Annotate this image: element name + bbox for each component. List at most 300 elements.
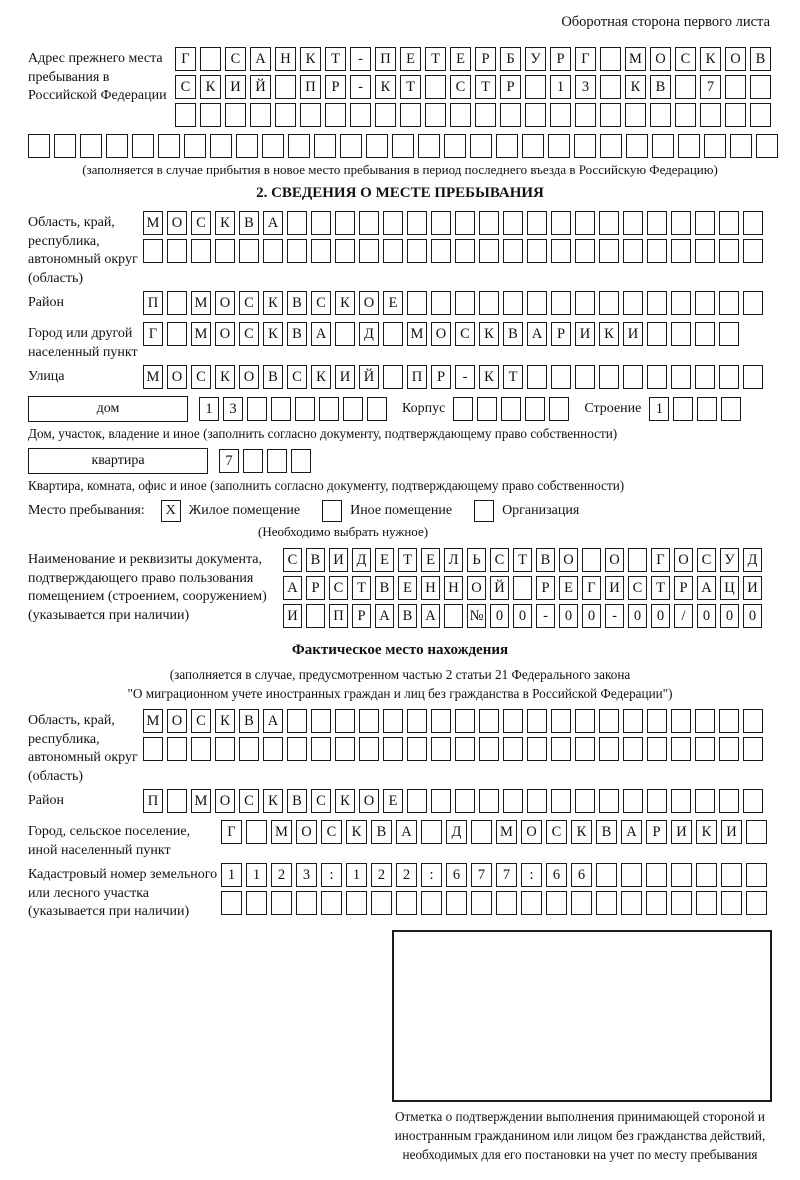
char-cell[interactable]: Н	[275, 47, 296, 71]
char-cell[interactable]	[678, 134, 700, 158]
char-cell[interactable]	[600, 47, 621, 71]
char-cell[interactable]: И	[743, 576, 762, 600]
char-cell[interactable]: О	[431, 322, 451, 346]
char-cell[interactable]	[575, 291, 595, 315]
char-cell[interactable]: В	[263, 365, 283, 389]
char-cell[interactable]	[407, 239, 427, 263]
char-cell[interactable]: Е	[421, 548, 440, 572]
char-cell[interactable]: К	[311, 365, 331, 389]
char-cell[interactable]	[418, 134, 440, 158]
char-cell[interactable]: О	[167, 211, 187, 235]
char-cell[interactable]: С	[239, 291, 259, 315]
char-cell[interactable]	[695, 239, 715, 263]
char-cell[interactable]	[243, 449, 263, 473]
char-cell[interactable]	[267, 449, 287, 473]
char-cell[interactable]: №	[467, 604, 486, 628]
char-cell[interactable]: О	[521, 820, 542, 844]
char-cell[interactable]: С	[490, 548, 509, 572]
char-cell[interactable]	[743, 365, 763, 389]
char-cell[interactable]	[346, 891, 367, 915]
char-cell[interactable]	[671, 291, 691, 315]
char-cell[interactable]	[455, 737, 475, 761]
char-cell[interactable]: К	[479, 322, 499, 346]
char-cell[interactable]	[475, 103, 496, 127]
char-cell[interactable]: О	[215, 291, 235, 315]
char-cell[interactable]	[730, 134, 752, 158]
char-cell[interactable]: И	[671, 820, 692, 844]
char-cell[interactable]: Т	[651, 576, 670, 600]
char-cell[interactable]	[262, 134, 284, 158]
char-cell[interactable]	[623, 211, 643, 235]
char-cell[interactable]	[431, 211, 451, 235]
char-cell[interactable]	[575, 239, 595, 263]
char-cell[interactable]: Р	[475, 47, 496, 71]
char-cell[interactable]	[549, 397, 569, 421]
char-cell[interactable]: :	[321, 863, 342, 887]
char-cell[interactable]	[697, 397, 717, 421]
char-cell[interactable]	[335, 737, 355, 761]
char-cell[interactable]: К	[599, 322, 619, 346]
char-cell[interactable]	[321, 891, 342, 915]
char-cell[interactable]: К	[215, 365, 235, 389]
char-cell[interactable]: И	[623, 322, 643, 346]
char-cell[interactable]: 3	[296, 863, 317, 887]
char-cell[interactable]: Д	[352, 548, 371, 572]
char-cell[interactable]	[696, 863, 717, 887]
char-cell[interactable]	[647, 789, 667, 813]
char-cell[interactable]	[671, 322, 691, 346]
char-cell[interactable]: Й	[490, 576, 509, 600]
char-cell[interactable]	[431, 239, 451, 263]
char-cell[interactable]	[287, 239, 307, 263]
char-cell[interactable]: В	[287, 322, 307, 346]
char-cell[interactable]: Л	[444, 548, 463, 572]
char-cell[interactable]: 0	[720, 604, 739, 628]
char-cell[interactable]	[359, 211, 379, 235]
char-cell[interactable]: 2	[371, 863, 392, 887]
char-cell[interactable]	[343, 397, 363, 421]
char-cell[interactable]: А	[283, 576, 302, 600]
char-cell[interactable]: 7	[219, 449, 239, 473]
char-cell[interactable]: С	[311, 789, 331, 813]
char-cell[interactable]: В	[503, 322, 523, 346]
char-cell[interactable]	[359, 737, 379, 761]
char-cell[interactable]	[215, 239, 235, 263]
char-cell[interactable]: В	[398, 604, 417, 628]
char-cell[interactable]	[746, 863, 767, 887]
char-cell[interactable]: Т	[425, 47, 446, 71]
char-cell[interactable]	[575, 103, 596, 127]
char-cell[interactable]	[396, 891, 417, 915]
char-cell[interactable]	[551, 709, 571, 733]
char-cell[interactable]: 2	[271, 863, 292, 887]
char-cell[interactable]	[383, 322, 403, 346]
char-cell[interactable]	[527, 737, 547, 761]
char-cell[interactable]	[503, 211, 523, 235]
char-cell[interactable]: И	[721, 820, 742, 844]
char-cell[interactable]: Т	[352, 576, 371, 600]
char-cell[interactable]	[600, 134, 622, 158]
char-cell[interactable]: О	[467, 576, 486, 600]
char-cell[interactable]: Г	[143, 322, 163, 346]
char-cell[interactable]	[501, 397, 521, 421]
char-cell[interactable]: Т	[400, 75, 421, 99]
char-cell[interactable]	[407, 709, 427, 733]
char-cell[interactable]: 0	[697, 604, 716, 628]
checkbox-other-premises[interactable]	[322, 500, 342, 522]
char-cell[interactable]	[407, 737, 427, 761]
char-cell[interactable]: С	[239, 322, 259, 346]
char-cell[interactable]	[525, 75, 546, 99]
char-cell[interactable]: О	[359, 789, 379, 813]
char-cell[interactable]: /	[674, 604, 693, 628]
char-cell[interactable]	[750, 103, 771, 127]
char-cell[interactable]: В	[239, 211, 259, 235]
char-cell[interactable]: У	[525, 47, 546, 71]
char-cell[interactable]	[450, 103, 471, 127]
char-cell[interactable]: Р	[674, 576, 693, 600]
char-cell[interactable]	[695, 789, 715, 813]
char-cell[interactable]	[596, 891, 617, 915]
char-cell[interactable]: П	[329, 604, 348, 628]
char-cell[interactable]	[431, 709, 451, 733]
char-cell[interactable]	[263, 737, 283, 761]
char-cell[interactable]	[383, 709, 403, 733]
char-cell[interactable]	[311, 211, 331, 235]
char-cell[interactable]	[496, 134, 518, 158]
char-cell[interactable]: О	[650, 47, 671, 71]
char-cell[interactable]: А	[263, 211, 283, 235]
char-cell[interactable]	[599, 789, 619, 813]
char-cell[interactable]: П	[300, 75, 321, 99]
char-cell[interactable]: Ь	[467, 548, 486, 572]
char-cell[interactable]	[210, 134, 232, 158]
char-cell[interactable]: К	[335, 291, 355, 315]
char-cell[interactable]: К	[263, 322, 283, 346]
char-cell[interactable]: О	[167, 709, 187, 733]
char-cell[interactable]	[479, 737, 499, 761]
char-cell[interactable]: 0	[651, 604, 670, 628]
char-cell[interactable]	[383, 737, 403, 761]
char-cell[interactable]	[647, 291, 667, 315]
char-cell[interactable]	[527, 365, 547, 389]
char-cell[interactable]	[695, 737, 715, 761]
char-cell[interactable]: А	[250, 47, 271, 71]
char-cell[interactable]	[184, 134, 206, 158]
char-cell[interactable]: К	[200, 75, 221, 99]
char-cell[interactable]	[325, 103, 346, 127]
char-cell[interactable]	[599, 291, 619, 315]
char-cell[interactable]	[335, 239, 355, 263]
char-cell[interactable]: 1	[246, 863, 267, 887]
char-cell[interactable]	[479, 239, 499, 263]
char-cell[interactable]	[221, 891, 242, 915]
char-cell[interactable]: В	[371, 820, 392, 844]
char-cell[interactable]: К	[300, 47, 321, 71]
char-cell[interactable]: О	[359, 291, 379, 315]
char-cell[interactable]	[719, 789, 739, 813]
char-cell[interactable]: Р	[431, 365, 451, 389]
char-cell[interactable]	[599, 239, 619, 263]
char-cell[interactable]: П	[143, 789, 163, 813]
char-cell[interactable]	[600, 75, 621, 99]
char-cell[interactable]: М	[191, 322, 211, 346]
char-cell[interactable]: А	[697, 576, 716, 600]
char-cell[interactable]	[719, 291, 739, 315]
char-cell[interactable]	[575, 709, 595, 733]
char-cell[interactable]	[471, 820, 492, 844]
char-cell[interactable]	[287, 709, 307, 733]
char-cell[interactable]	[295, 397, 315, 421]
char-cell[interactable]	[626, 134, 648, 158]
char-cell[interactable]: А	[621, 820, 642, 844]
char-cell[interactable]	[167, 737, 187, 761]
char-cell[interactable]	[236, 134, 258, 158]
char-cell[interactable]	[599, 211, 619, 235]
char-cell[interactable]	[721, 863, 742, 887]
char-cell[interactable]	[359, 239, 379, 263]
char-cell[interactable]	[725, 75, 746, 99]
char-cell[interactable]	[479, 291, 499, 315]
char-cell[interactable]	[671, 737, 691, 761]
char-cell[interactable]	[375, 103, 396, 127]
char-cell[interactable]: П	[375, 47, 396, 71]
char-cell[interactable]	[167, 322, 187, 346]
char-cell[interactable]	[288, 134, 310, 158]
char-cell[interactable]	[721, 397, 741, 421]
char-cell[interactable]	[551, 239, 571, 263]
char-cell[interactable]	[215, 737, 235, 761]
char-cell[interactable]	[574, 134, 596, 158]
char-cell[interactable]	[158, 134, 180, 158]
char-cell[interactable]	[625, 103, 646, 127]
char-cell[interactable]: О	[605, 548, 624, 572]
checkbox-organization[interactable]	[474, 500, 494, 522]
char-cell[interactable]	[647, 322, 667, 346]
char-cell[interactable]	[743, 789, 763, 813]
char-cell[interactable]	[132, 134, 154, 158]
char-cell[interactable]	[311, 737, 331, 761]
char-cell[interactable]	[470, 134, 492, 158]
char-cell[interactable]	[582, 548, 601, 572]
char-cell[interactable]: А	[375, 604, 394, 628]
char-cell[interactable]	[54, 134, 76, 158]
char-cell[interactable]	[455, 291, 475, 315]
char-cell[interactable]: 6	[571, 863, 592, 887]
char-cell[interactable]: 0	[513, 604, 532, 628]
char-cell[interactable]: Р	[646, 820, 667, 844]
char-cell[interactable]: Р	[500, 75, 521, 99]
char-cell[interactable]	[647, 737, 667, 761]
char-cell[interactable]: М	[407, 322, 427, 346]
char-cell[interactable]: 1	[649, 397, 669, 421]
char-cell[interactable]	[431, 789, 451, 813]
char-cell[interactable]: Г	[582, 576, 601, 600]
char-cell[interactable]	[175, 103, 196, 127]
char-cell[interactable]	[471, 891, 492, 915]
char-cell[interactable]: О	[215, 322, 235, 346]
char-cell[interactable]	[477, 397, 497, 421]
char-cell[interactable]	[719, 737, 739, 761]
char-cell[interactable]	[392, 134, 414, 158]
char-cell[interactable]	[596, 863, 617, 887]
char-cell[interactable]: С	[225, 47, 246, 71]
char-cell[interactable]: 7	[496, 863, 517, 887]
char-cell[interactable]: -	[536, 604, 555, 628]
char-cell[interactable]	[746, 891, 767, 915]
char-cell[interactable]	[548, 134, 570, 158]
char-cell[interactable]: Д	[359, 322, 379, 346]
char-cell[interactable]	[623, 737, 643, 761]
char-cell[interactable]: Р	[550, 47, 571, 71]
char-cell[interactable]	[80, 134, 102, 158]
char-cell[interactable]: В	[239, 709, 259, 733]
char-cell[interactable]: К	[335, 789, 355, 813]
char-cell[interactable]	[671, 239, 691, 263]
char-cell[interactable]	[623, 239, 643, 263]
char-cell[interactable]	[721, 891, 742, 915]
char-cell[interactable]: 3	[223, 397, 243, 421]
char-cell[interactable]: Р	[306, 576, 325, 600]
char-cell[interactable]: Н	[421, 576, 440, 600]
char-cell[interactable]	[575, 789, 595, 813]
char-cell[interactable]: О	[725, 47, 746, 71]
char-cell[interactable]	[503, 709, 523, 733]
char-cell[interactable]: С	[283, 548, 302, 572]
char-cell[interactable]: :	[521, 863, 542, 887]
char-cell[interactable]: Т	[513, 548, 532, 572]
char-cell[interactable]	[503, 737, 523, 761]
char-cell[interactable]	[275, 103, 296, 127]
char-cell[interactable]: А	[263, 709, 283, 733]
char-cell[interactable]	[246, 820, 267, 844]
char-cell[interactable]	[646, 891, 667, 915]
char-cell[interactable]	[647, 709, 667, 733]
char-cell[interactable]: С	[311, 291, 331, 315]
char-cell[interactable]	[500, 103, 521, 127]
char-cell[interactable]	[167, 239, 187, 263]
char-cell[interactable]	[446, 891, 467, 915]
char-cell[interactable]: С	[546, 820, 567, 844]
char-cell[interactable]: М	[191, 291, 211, 315]
char-cell[interactable]	[756, 134, 778, 158]
char-cell[interactable]: 6	[446, 863, 467, 887]
char-cell[interactable]	[743, 737, 763, 761]
char-cell[interactable]: Д	[446, 820, 467, 844]
char-cell[interactable]	[431, 737, 451, 761]
char-cell[interactable]: 2	[396, 863, 417, 887]
char-cell[interactable]: К	[700, 47, 721, 71]
char-cell[interactable]	[621, 863, 642, 887]
char-cell[interactable]: Т	[503, 365, 523, 389]
char-cell[interactable]	[271, 891, 292, 915]
char-cell[interactable]: Е	[398, 576, 417, 600]
char-cell[interactable]	[551, 737, 571, 761]
char-cell[interactable]	[671, 211, 691, 235]
char-cell[interactable]	[306, 604, 325, 628]
char-cell[interactable]: 0	[743, 604, 762, 628]
char-cell[interactable]	[513, 576, 532, 600]
char-cell[interactable]: С	[450, 75, 471, 99]
char-cell[interactable]	[191, 239, 211, 263]
char-cell[interactable]: -	[605, 604, 624, 628]
char-cell[interactable]	[575, 211, 595, 235]
char-cell[interactable]: Г	[175, 47, 196, 71]
char-cell[interactable]	[623, 789, 643, 813]
char-cell[interactable]: Е	[383, 291, 403, 315]
char-cell[interactable]	[527, 239, 547, 263]
char-cell[interactable]	[696, 891, 717, 915]
char-cell[interactable]	[455, 239, 475, 263]
char-cell[interactable]	[359, 709, 379, 733]
char-cell[interactable]	[503, 291, 523, 315]
char-cell[interactable]: Р	[536, 576, 555, 600]
char-cell[interactable]: 6	[546, 863, 567, 887]
char-cell[interactable]: Б	[500, 47, 521, 71]
char-cell[interactable]	[695, 709, 715, 733]
char-cell[interactable]	[546, 891, 567, 915]
char-cell[interactable]: Ц	[720, 576, 739, 600]
char-cell[interactable]: Н	[444, 576, 463, 600]
char-cell[interactable]: Г	[575, 47, 596, 71]
char-cell[interactable]: М	[191, 789, 211, 813]
char-cell[interactable]	[444, 134, 466, 158]
char-cell[interactable]	[521, 891, 542, 915]
char-cell[interactable]	[455, 211, 475, 235]
char-cell[interactable]: -	[455, 365, 475, 389]
char-cell[interactable]	[671, 891, 692, 915]
char-cell[interactable]: 1	[199, 397, 219, 421]
char-cell[interactable]	[275, 75, 296, 99]
char-cell[interactable]: В	[596, 820, 617, 844]
char-cell[interactable]: В	[650, 75, 671, 99]
char-cell[interactable]: Р	[551, 322, 571, 346]
char-cell[interactable]	[700, 103, 721, 127]
checkbox-residential[interactable]: X	[161, 500, 181, 522]
char-cell[interactable]	[503, 239, 523, 263]
char-cell[interactable]	[455, 789, 475, 813]
char-cell[interactable]: С	[191, 709, 211, 733]
char-cell[interactable]: С	[329, 576, 348, 600]
char-cell[interactable]: 1	[221, 863, 242, 887]
char-cell[interactable]	[239, 239, 259, 263]
char-cell[interactable]: А	[396, 820, 417, 844]
char-cell[interactable]: С	[321, 820, 342, 844]
char-cell[interactable]	[575, 365, 595, 389]
char-cell[interactable]	[367, 397, 387, 421]
char-cell[interactable]: К	[346, 820, 367, 844]
char-cell[interactable]	[296, 891, 317, 915]
char-cell[interactable]	[695, 211, 715, 235]
char-cell[interactable]: О	[674, 548, 693, 572]
char-cell[interactable]: М	[496, 820, 517, 844]
char-cell[interactable]: О	[215, 789, 235, 813]
char-cell[interactable]: В	[287, 789, 307, 813]
char-cell[interactable]: С	[697, 548, 716, 572]
char-cell[interactable]: А	[311, 322, 331, 346]
char-cell[interactable]: 1	[550, 75, 571, 99]
char-cell[interactable]: М	[143, 211, 163, 235]
char-cell[interactable]	[225, 103, 246, 127]
char-cell[interactable]: Е	[400, 47, 421, 71]
char-cell[interactable]	[319, 397, 339, 421]
char-cell[interactable]	[311, 239, 331, 263]
char-cell[interactable]	[719, 322, 739, 346]
char-cell[interactable]	[695, 291, 715, 315]
char-cell[interactable]	[291, 449, 311, 473]
char-cell[interactable]	[371, 891, 392, 915]
char-cell[interactable]: Т	[398, 548, 417, 572]
